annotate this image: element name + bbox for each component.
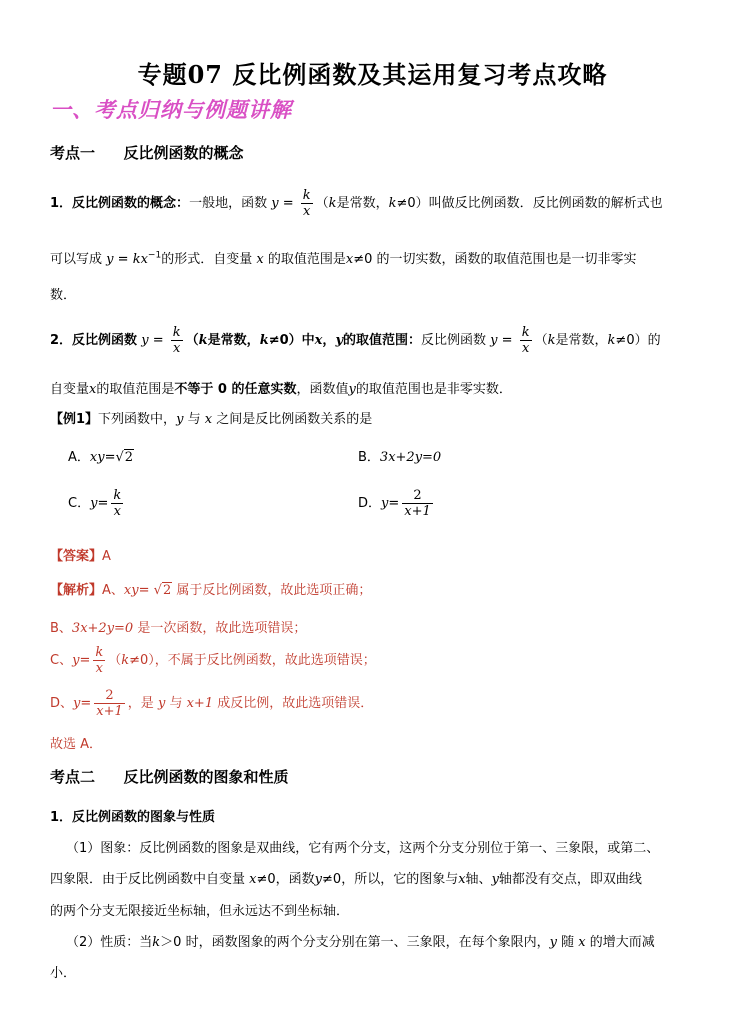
frac-num: k xyxy=(302,188,311,203)
p2-num: 2． xyxy=(50,333,73,348)
fraction-k-over-x xyxy=(111,488,123,519)
frac-num: k xyxy=(521,325,530,340)
p3-s1-line2c: ≠0，所以，它的图象与 xyxy=(322,872,459,887)
frac-den: x+1 xyxy=(404,504,431,519)
option-b-expr: 3x+2y=0 xyxy=(379,450,442,465)
math-k: k xyxy=(607,333,616,348)
math-eq: = xyxy=(79,653,91,668)
p2-bold3: 是常数， xyxy=(207,333,260,348)
math-eq: = xyxy=(117,252,129,267)
example1-stem xyxy=(50,408,372,427)
math-k: k xyxy=(198,333,208,348)
math-x: x xyxy=(249,872,257,887)
kp2-title: 反比例函数的图象和性质 xyxy=(123,768,289,786)
option-b-label: B． xyxy=(358,450,380,465)
p3-s2-line1b: ＞0 时，函数图象的两个分支分别在第一、三象限，在每个象限内， xyxy=(160,935,550,950)
frac-num: k xyxy=(95,645,104,660)
analysis-conclusion: 故选 A． xyxy=(50,737,103,752)
math-y: y xyxy=(72,653,80,668)
analysis-line-b xyxy=(50,617,306,636)
sqrt-radicand: 2 xyxy=(124,450,134,465)
p1-line1 xyxy=(50,188,663,219)
math-y: y xyxy=(491,872,499,887)
math-3x2y: 3x+2y=0 xyxy=(71,621,134,636)
math-y: y xyxy=(314,872,323,887)
math-y: y xyxy=(348,382,356,397)
sqrt-2: √2 xyxy=(153,583,172,598)
p1-line2d: ≠0 的一切实数，函数的取值范围也是一切非零实 xyxy=(353,252,637,267)
p3-s2-line1d: 的增大而减 xyxy=(589,935,655,950)
p3-s1-line2b: ≠0，函数 xyxy=(256,872,315,887)
analysis-line-a xyxy=(50,579,371,598)
analysis-d3: 与 xyxy=(169,696,183,711)
p2-line1 xyxy=(50,325,661,356)
fraction-k-over-x xyxy=(301,188,313,219)
option-b xyxy=(358,446,441,465)
math-eq: = xyxy=(152,333,164,348)
math-y: y xyxy=(381,496,389,511)
p3-s1-line2e: 轴都没有交点，即双曲线 xyxy=(498,872,642,887)
analysis-c3: ≠0），不属于反比例函数，故此选项错误； xyxy=(129,653,376,668)
p3-heading xyxy=(50,806,215,825)
analysis-b2: 是一次函数，故此选项错误； xyxy=(137,621,307,636)
page-title: 专题07 反比例函数及其运用复习考点攻略 xyxy=(137,60,608,89)
p2-t2: （ xyxy=(534,333,548,348)
kp1-heading xyxy=(50,142,244,163)
math-xy: xy xyxy=(123,583,139,598)
frac-den: x xyxy=(95,661,103,676)
math-k: k xyxy=(121,653,130,668)
p1-line2c: 的取值范围是 xyxy=(267,252,346,267)
p2-line2c: ，函数值 xyxy=(296,382,349,397)
math-y: y xyxy=(271,196,279,211)
kp2-label: 考点二 xyxy=(50,768,96,786)
option-a-label: A． xyxy=(68,450,90,465)
kp1-label: 考点一 xyxy=(50,144,96,162)
p1-num: 1． xyxy=(50,196,73,211)
math-xy: xy xyxy=(89,450,105,465)
math-y: y xyxy=(90,496,98,511)
math-y: y xyxy=(157,696,166,711)
p2-bold1: 反比例函数 xyxy=(72,333,138,348)
p2-bold6: 的取值范围： xyxy=(343,333,422,348)
p2-t4: ≠0）的 xyxy=(615,333,661,348)
math-eq: = xyxy=(282,196,294,211)
math-x: x xyxy=(89,382,97,397)
math-eq: = xyxy=(80,696,92,711)
analysis-c1: C、 xyxy=(50,653,73,668)
ex1-text-b: 与 xyxy=(187,412,201,427)
analysis-d1: D、 xyxy=(50,696,74,711)
math-x: x xyxy=(578,935,586,950)
frac-num: 2 xyxy=(94,688,125,704)
frac-den: x xyxy=(113,504,121,519)
math-eq: = xyxy=(104,450,116,465)
math-k: k xyxy=(152,935,161,950)
p3-s1-line2 xyxy=(50,868,642,887)
example-label: 【例1】 xyxy=(50,412,99,427)
analysis-a2: 属于反比例函数，故此选项正确； xyxy=(176,583,372,598)
analysis-d4: 成反比例，故此选项错误． xyxy=(217,696,374,711)
fraction-2-over-x-plus-1 xyxy=(94,688,125,719)
p3-bold: 反比例函数的图象与性质 xyxy=(72,810,216,825)
p1-bold: 反比例函数的概念： xyxy=(72,196,190,211)
p3-s1-line2a: 四象限．由于反比例函数中自变量 xyxy=(50,872,246,887)
frac-num: k xyxy=(172,325,181,340)
analysis-b1: B、 xyxy=(50,621,72,636)
p2-bold2: （ xyxy=(185,333,199,348)
p1-t4: ≠0）叫做反比例函数．反比例函数的解析式也 xyxy=(396,196,663,211)
math-y: y xyxy=(141,333,149,348)
p2-bold5: ， xyxy=(322,333,336,348)
answer-value: A xyxy=(102,549,111,564)
frac-den: x xyxy=(303,204,311,219)
math-eq: = xyxy=(97,496,109,511)
math-kx: kx xyxy=(132,252,148,267)
kp2-heading xyxy=(50,766,289,787)
option-c-label: C． xyxy=(68,496,91,511)
math-y: y xyxy=(176,412,184,427)
p2-line2bold: 不等于 0 的任意实数 xyxy=(174,382,297,397)
math-y: y xyxy=(335,333,343,348)
fraction-2-over-x-plus-1 xyxy=(402,488,433,519)
frac-num: 2 xyxy=(402,488,433,504)
math-x: x xyxy=(345,252,354,267)
math-x: x xyxy=(256,252,264,267)
frac-den: x xyxy=(173,341,181,356)
answer-label: 【答案】 xyxy=(50,549,103,564)
p3-s1-line3: 的两个分支无限接近坐标轴，但永远达不到坐标轴． xyxy=(50,904,350,919)
p3-s2-line1c: 随 xyxy=(561,935,575,950)
math-k: k xyxy=(547,333,556,348)
math-y: y xyxy=(73,696,81,711)
p1-line2a: 可以写成 xyxy=(50,252,103,267)
analysis-a1: A、 xyxy=(102,583,124,598)
frac-den: x xyxy=(521,341,530,356)
p1-line2 xyxy=(50,248,637,267)
p2-bold4: ≠0）中 xyxy=(268,333,315,348)
math-k: k xyxy=(259,333,269,348)
math-x: x xyxy=(458,872,466,887)
ex1-text-c: 之间是反比例函数关系的是 xyxy=(216,412,373,427)
option-a xyxy=(68,446,134,465)
p1-line3: 数． xyxy=(50,288,77,303)
fraction-k-over-x xyxy=(93,645,105,676)
analysis-d2: ，是 xyxy=(127,696,154,711)
math-x: x xyxy=(204,412,213,427)
section-heading: 一、考点归纳与例题讲解 xyxy=(50,98,292,122)
analysis-c2: （ xyxy=(108,653,122,668)
analysis-line-c xyxy=(50,645,376,676)
p1-t2: （ xyxy=(315,196,329,211)
option-d xyxy=(358,488,436,519)
option-d-label: D． xyxy=(358,496,382,511)
analysis-label: 【解析】 xyxy=(50,583,103,598)
p2-t1: 反比例函数 xyxy=(421,333,487,348)
fraction-k-over-x xyxy=(520,325,532,356)
p3-s1-line2d: 轴、 xyxy=(465,872,492,887)
p2-line2b: 的取值范围是 xyxy=(96,382,175,397)
answer-line xyxy=(50,545,111,564)
p2-t3: 是常数， xyxy=(555,333,608,348)
p2-line2 xyxy=(50,378,512,397)
p3-s2-line1 xyxy=(66,931,655,950)
p2-line2a: 自变量 xyxy=(50,382,90,397)
frac-den: x+1 xyxy=(96,704,123,719)
kp1-title: 反比例函数的概念 xyxy=(123,144,244,162)
math-k: k xyxy=(388,196,397,211)
math-eq: = xyxy=(501,333,513,348)
p3-s1-line1: （1）图象：反比例函数的图象是双曲线，它有两个分支，这两个分支分别位于第一、三象限，或第二、 xyxy=(66,841,660,856)
math-y: y xyxy=(549,935,557,950)
option-c xyxy=(68,488,126,519)
math-y: y xyxy=(106,252,114,267)
p3-num: 1． xyxy=(50,810,73,825)
ex1-text-a: 下列函数中， xyxy=(98,412,177,427)
p2-line2d: 的取值范围也是非零实数． xyxy=(355,382,512,397)
p1-t3: 是常数， xyxy=(336,196,389,211)
fraction-k-over-x xyxy=(171,325,183,356)
math-x: x xyxy=(314,333,323,348)
p3-s2-line1a: （2）性质：当 xyxy=(66,935,153,950)
math-eq: = xyxy=(388,496,400,511)
sqrt-radicand: 2 xyxy=(162,583,172,598)
math-eq: = xyxy=(138,583,150,598)
math-x-plus-1: x+1 xyxy=(186,696,214,711)
math-k: k xyxy=(328,196,337,211)
analysis-line-d xyxy=(50,688,373,719)
frac-num: k xyxy=(113,488,122,503)
math-exp: −1 xyxy=(147,250,162,261)
math-y: y xyxy=(490,333,498,348)
p3-s2-line2: 小． xyxy=(50,966,77,981)
p1-t1: 一般地，函数 xyxy=(189,196,268,211)
sqrt-2: √2 xyxy=(115,450,134,465)
p1-line2b: 的形式．自变量 xyxy=(161,252,253,267)
